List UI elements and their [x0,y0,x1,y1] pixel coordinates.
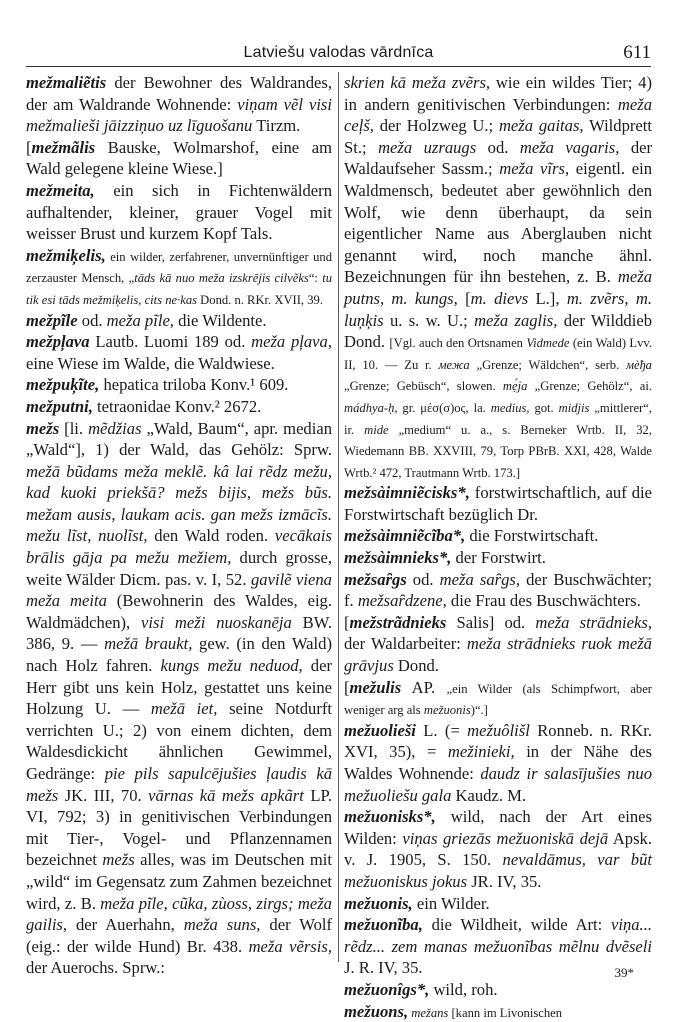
entry-text: m. zvẽrs, m. luņķis [344,288,652,330]
entry-text: der Forstwirt. [451,548,546,568]
page-number: 611 [623,42,651,63]
dictionary-entry [344,569,652,612]
entry-text: alles, was im Deutschen mit „wild“ im Gegensatz zum Zahmen bezeichnet wird, z. B. [26,850,332,913]
entry-text: mežs [102,850,135,870]
entry-text: nevaldāmus, var bũt mežuoniskus jokus [344,850,652,891]
entry-headword: mežulis [349,677,402,697]
entry-text: Ronneb. n. RKr. XVI, 35), = [344,720,652,762]
dictionary-entry [26,245,332,310]
entry-text: der Buschwächter; f. [344,569,652,611]
entry-text: gr. μέσ(σ)ος, la. [397,400,491,415]
entry-text: meža uzraugs [378,137,477,157]
entry-headword: mežsàimniẽcĩba*, [344,526,466,546]
entry-text: Kaudz. M. [451,785,527,805]
entry-text: „Wald, Baum“, apr. median „Wald“], 1) der Wald, das Gehölz: Sprw. [26,418,332,460]
dictionary-entry [344,612,652,677]
entry-text: meža saȓgs, [439,569,520,589]
entry-text: JR. IV, 35. [467,871,542,891]
dictionary-entry [344,677,652,720]
entry-text: mádhya-ḥ, [344,400,398,415]
entry-headword: mežuolieši [344,720,416,740]
entry-text: [ [344,612,350,632]
entry-text: ein Wilder. [412,893,490,913]
entry-text: mežā braukt, [104,634,193,654]
entry-text: mide [364,422,389,437]
entry-text: durch grosse, weite Wälder Dicm. pas. v. I, 52. [26,548,332,589]
dictionary-entry [344,547,652,569]
entry-text: viņa... rẽdz... zem manas mežuonĩbas mẽlnu dvẽseli [344,915,652,956]
entry-text: skrien kā meža zvẽrs, [344,73,491,92]
entry-text: tetraonidae Konv.² 2672. [92,396,262,416]
entry-text: der Holzweg U.; [373,116,499,136]
entry-text: mežans [411,1005,449,1020]
entry-text: L.], [528,288,567,308]
entry-text: Dond. [393,656,439,676]
entry-headword: mežuonĩba, [344,915,423,935]
entry-text: tu tik esi tāds mežmiķelis, cits ne·kas [26,271,332,307]
entry-headword: mežmiķelis, [26,245,106,265]
entry-text: od. [406,569,440,589]
entry-text: meža pļava, [251,332,332,352]
entry-text: AP. [401,677,447,697]
entry-text: visi meži nuoskanēja [141,612,292,632]
entry-text: kungs mežu neduod, [160,656,303,676]
entry-text: [ [457,288,471,308]
entry-text: „Grenze; Wäldchen“, serb. [469,357,627,372]
right-column [344,72,652,1022]
entry-text: den Wald roden. [147,526,275,546]
entry-text: meža vẽrsis, [248,936,332,956]
entry-text: wild, roh. [429,979,498,999]
entry-text: der Waldaufseher Sassm.; [344,137,653,179]
entry-text: mežā iet, [150,699,218,719]
entry-text: gew. (in den Wald) nach Holz fahren. [26,634,332,676]
entry-text: meža zaglis, [474,310,558,330]
entry-text: [Vgl. auch den Ortsnamen [389,336,527,351]
entry-text: Dond. n. RKr. XVII, 39. [197,292,323,307]
entry-text: )“.] [470,703,488,718]
entry-text: mežinieki, [447,742,515,762]
entry-text: got. [529,400,559,415]
entry-text: meža putns, m. kungs, [344,267,652,308]
entry-text: die Wildente. [173,310,267,330]
entry-text: der Auerochs. Sprw.: [26,958,166,978]
entry-text: „mittlerer“, ir. [344,400,652,437]
entry-text: „ein Wilder (als Schimpfwort, aber weniger arg als [344,681,652,718]
entry-text: u. s. w. U.; [383,310,475,330]
entry-text: meža ceļš, [344,94,652,136]
entry-text: LP. VI, 792; 3) in genitivischen Verbindungen mit Tier-, Vogel- und Pflanzennamen bezeichnet [26,785,332,870]
entry-text: viņas griezās mežuoniskā dejā [402,828,609,848]
dictionary-entry [344,1001,652,1022]
entry-text: forstwirtschaftlich, auf die Forstwirtschaft bezüglich Dr. [344,483,652,524]
entry-text: BW. 386, 9. — [26,612,332,654]
entry-text: daudz ir salasījušies nuo mežuoliešu gala [344,764,653,805]
entry-text: wie ein wildes Tier; 4) in andern genitivischen Verbindungen: [344,73,652,114]
dictionary-entry [26,331,332,374]
dictionary-entry [26,310,332,332]
entry-text: (ein Wald) Lvv. II, 10. — Zu r. [344,336,653,372]
dictionary-entry [344,806,652,892]
entry-headword: mežsaȓgs [344,569,407,589]
dictionary-entry [26,418,332,979]
entry-text: der Waldarbeiter: [344,634,467,654]
entry-text: od. [476,137,520,157]
entry-text: mežuôlišl [467,720,530,740]
entry-headword: mežuonisks*, [344,807,436,827]
entry-text: midjis [558,400,590,415]
entry-text: mẹ́ja [502,379,528,394]
entry-text: eine Wiese im Walde, die Waldwiese. [26,353,275,373]
entry-text: gavilẽ viena meža meita [26,569,332,611]
entry-text: mẽdžias [88,418,142,438]
dictionary-entry [26,396,332,418]
left-column [26,72,332,979]
entry-text: der Wilddieb Dond. [344,310,652,352]
dictionary-entry [344,482,652,525]
entry-text: pie pils sapulcējušies ļaudis kā mežs [26,764,332,805]
dictionary-entry [26,72,332,137]
entry-text: Salis] od. [446,612,536,632]
entry-text: tāds kā nuo meža izskrējis cilvẽks [134,271,309,286]
entry-text: hepatica triloba Konv.¹ 609. [99,375,289,395]
entry-text: межа [438,357,470,372]
dictionary-entry [344,525,652,547]
entry-text: [ [26,137,32,157]
dictionary-entry [26,137,332,180]
entry-text: od. [77,310,107,330]
dictionary-entry [26,180,332,245]
entry-headword: mežpuķĩte, [26,375,100,395]
entry-text: die Wildheit, wilde Art: [422,915,611,935]
dictionary-entry [344,72,652,482]
entry-text: meža strādnieks ruok mežā grāvjus [344,634,652,676]
entry-text: die Forstwirtschaft. [465,526,599,546]
entry-text: vārnas kā mežs apkãrt [148,785,304,805]
entry-text: „Grenze; Gehölz“, ai. [527,379,652,394]
entry-text: der Auerhahn, [67,915,184,935]
entry-text: L. (= [415,720,468,740]
entry-headword: mežpļava [26,332,90,352]
entry-text: Wildprett St.; [344,116,652,157]
entry-text: in der Nähe des Waldes Wohnende: [344,742,652,783]
entry-text: mežuonis [423,703,471,718]
entry-text: wild, nach der Art eines Wilden: [344,807,652,848]
entry-text: мèђа [626,357,652,372]
entry-text: meža suns, [183,915,261,935]
entry-text: „medium“ u. a., s. Berneker Wrtb. II, 32, Wiedemann BB. XXVIII, 79, Torp PBrB. XXI, 428, Walde Wrtb.² 472, Trautmann Wrtb. 173.] [344,422,652,480]
dictionary-entry [344,914,652,979]
entry-headword: mežstrãdnieks [349,612,447,632]
entry-text: seine Notdurft verrichten U.; 2) von einem dichten, dem Waldesdickicht ähnlichen Gewimmel, Gedränge: [26,699,332,783]
dictionary-entry [344,720,652,806]
entry-text: Vidmede [526,336,570,351]
entry-text: vecākais brālis gāja pa mežu mežiem, [26,526,332,568]
entry-headword: mežpĩle [26,310,78,330]
entry-text: Lautb. Luomi 189 od. [89,332,252,352]
entry-text: J. R. IV, 35. [344,958,423,978]
entry-text: meža pĩle, [106,310,174,330]
entry-text: (Bewohnerin des Waldes, eig. Waldmädchen), [26,591,332,632]
entry-text: ein sich in Fichtenwäldern aufhaltender, kleiner, grauer Vogel mit weisser Brust und kurzem Kopf Tals. [26,180,332,244]
entry-text: meža vagaris, [519,137,620,157]
entry-headword: mežmaliẽtis [26,73,107,92]
entry-text: der Bewohner des Waldrandes, der am Waldrande Wohnende: [26,73,332,114]
entry-text: [kann im Livonischen [448,1005,563,1020]
entry-text: mežā bũdams meža meklẽ. kâ lai rẽdz mežu, kad kuoki priekšā? mežs bijis, mežs bũs. mežam ausis, laukam acis. gan mežs izmācĩs. mežu lĩst, nuolĩst, [26,461,332,546]
entry-text: mežsaȓdzene, [357,591,447,611]
entry-headword: mežsàimnieks*, [344,548,452,568]
entry-text: Bauske, Wolmarshof, eine am Wald gelegene kleine Wiese.] [26,137,332,179]
running-header [26,42,651,67]
entry-text: meža gaitas, [498,116,584,136]
entry-text: der Herr gibt uns kein Holz, gestattet uns keine Holzung U. — [26,656,332,719]
entry-headword: mežuonis, [344,893,413,913]
entry-headword: mežmãlis [31,137,96,157]
entry-headword: mežsàimniẽcisks*, [344,483,470,503]
entry-text: eigentl. ein Waldmensch, bedeutet aber gewöhnlich den Wolf, wie denn überhaupt, da sein eigentlicher Name aus Aberglauben nicht genannt wird, noch manche ähnl. Bezeichnungen für ihn bestehen, z. B. [344,159,653,287]
entry-text: [li. [59,418,89,438]
entry-headword: mežuonîgs*, [344,979,430,999]
signature-mark: 39* [614,965,634,980]
entry-text: meža strādnieks, [535,612,652,632]
entry-headword: mežputni, [26,396,93,416]
entry-text: JK. III, 70. [58,785,149,805]
entry-text: Apsk. v. J. 1905, S. 150. [344,828,653,870]
entry-text: Tirzm. [252,116,301,136]
column-divider [338,72,339,962]
entry-text: die Frau des Buschwächters. [446,591,641,611]
entry-text: “: [308,271,323,286]
entry-text: meža pĩle, cũka, zùoss, zirgs; meža gailis, [26,893,332,935]
entry-headword: mežs [26,418,60,438]
entry-text: „Grenze; Gebüsch“, slowen. [344,379,503,394]
entry-text: [ [344,677,350,697]
entry-headword: mežuons, [344,1001,409,1021]
entry-text: der Wolf (eig.: der wilde Hund) Br. 438. [26,915,333,956]
entry-text: ein wilder, zerfahrener, unvernünftiger und zerzauster Mensch, „ [26,249,332,286]
entry-text: m. dievs [470,288,529,308]
entry-text: meža vĩrs, [499,159,570,179]
dictionary-entry [344,979,652,1001]
dictionary-entry [344,893,652,915]
running-title: Latviešu valodas vārdnīca [243,44,434,61]
entry-text: viņam vẽl visi mežmalieši jāizziņuo uz līguošanu [26,94,332,136]
entry-text: medius, [490,400,530,415]
entry-headword: mežmeita, [26,180,95,200]
dictionary-entry [26,374,332,396]
